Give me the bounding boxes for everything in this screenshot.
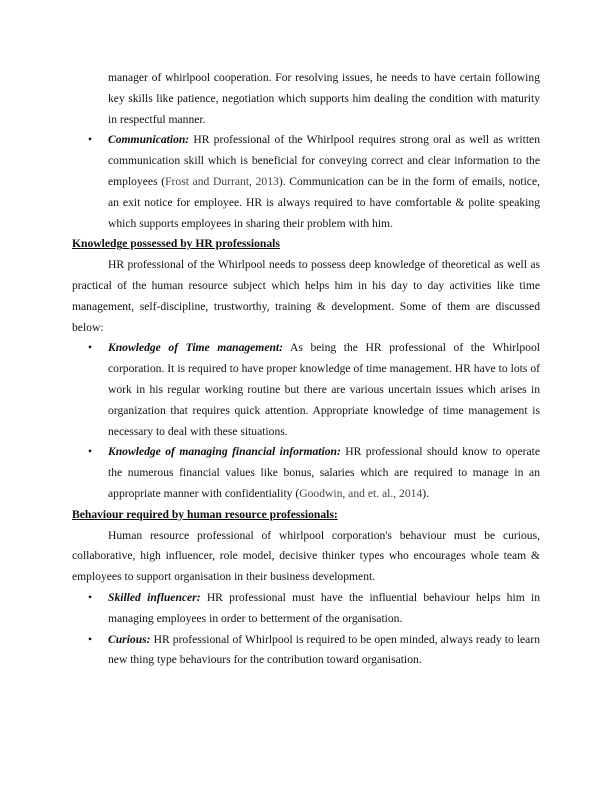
term-communication: Communication: [108, 133, 190, 147]
text-communication-b: ). Communication can be in the form of emails, notice, an exit notice for employee. HR is always required to have comfortable & polite speaking which supports employees in sharing their problem with him. [108, 174, 540, 230]
text-skilled-influencer: HR professional must have the influential behaviour helps him in managing employees in order to betterment of the organisation. [108, 590, 540, 625]
text-communication-a: HR professional of the Whirlpool requires strong oral as well as written communication skill which is beneficial for conveying correct and clear information to the employees ( [108, 133, 540, 188]
list-item-time-management [72, 338, 540, 442]
bullet-icon: • [88, 341, 93, 355]
text-time-management: As being the HR professional of the Whirlpool corporation. It is required to have proper knowledge of time management. HR have to lots of work in his regular working routine but there are various uncertain issues which arises in organization that requires quick attention. Appropriate knowledge of time management is necessary to deal with these situations. [108, 341, 540, 438]
continuation-paragraph: manager of whirlpool cooperation. For resolving issues, he needs to have certain following key skills like patience, negotiation which supports him dealing the condition with maturity in respectful manner. [108, 71, 540, 126]
bullet-icon: • [88, 632, 93, 646]
term-skilled-influencer: Skilled influencer: [108, 590, 201, 604]
heading-knowledge: Knowledge possessed by HR professionals [72, 237, 280, 251]
list-item-communication [72, 130, 540, 234]
text-financial-info-b: ). [422, 486, 430, 500]
knowledge-list [72, 338, 540, 504]
list-item-financial-info [72, 442, 540, 504]
knowledge-intro: HR professional of the Whirlpool needs to possess deep knowledge of theoretical as well as practical of the human resource subject which helps him in his day to day activities like time management, self-discipline, trustworthy, training & development. Some of them are discussed below: [72, 258, 540, 334]
skills-list [72, 130, 540, 234]
citation-goodwin: Goodwin, and et. al., 2014 [299, 486, 423, 500]
page-content [72, 68, 540, 671]
heading-behaviour: Behaviour required by human resource professionals: [72, 507, 338, 521]
term-curious: Curious: [108, 632, 151, 646]
behaviour-intro: Human resource professional of whirlpool corporation's behaviour must be curious, collaborative, high influencer, role model, decisive thinker types who encourages whole team & employees to support organisation in their business development. [72, 528, 540, 584]
bullet-icon: • [88, 133, 93, 147]
text-financial-info-a: HR professional should know to operate the numerous financial values like bonus, salaries which are required to manage in an appropriate manner with confidentiality ( [108, 445, 540, 500]
behaviour-list [72, 588, 540, 671]
bullet-icon: • [88, 590, 93, 604]
term-financial-info: Knowledge of managing financial information: [108, 445, 341, 459]
citation-frost-durrant: Frost and Durrant, 2013 [165, 174, 279, 188]
list-item-curious [72, 630, 540, 672]
bullet-icon: • [88, 445, 93, 459]
list-item-skilled-influencer [72, 588, 540, 630]
term-time-management: Knowledge of Time management: [108, 341, 283, 355]
text-curious: HR professional of Whirlpool is required to be open minded, always ready to learn new thing type behaviours for the contribution toward organisation. [108, 632, 540, 667]
